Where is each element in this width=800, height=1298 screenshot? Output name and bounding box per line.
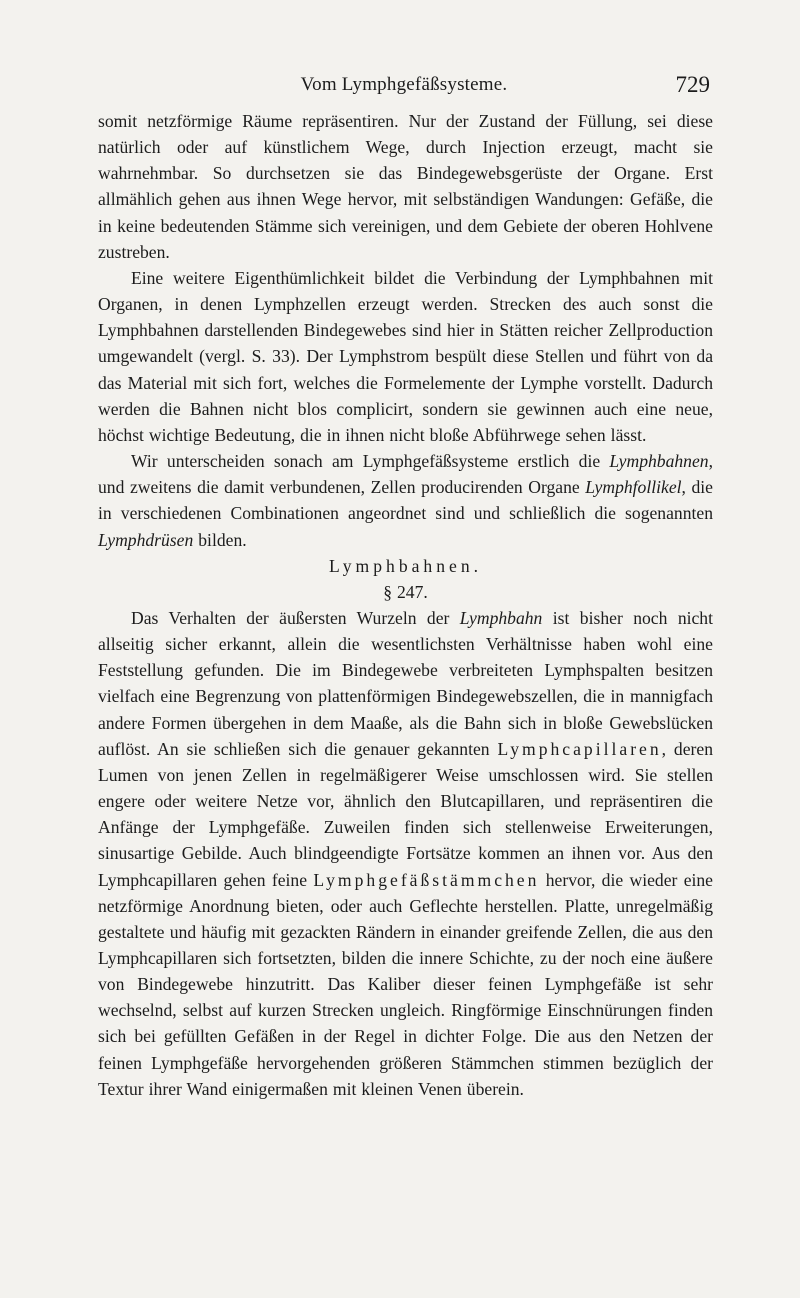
paragraph-3-text: bilden. bbox=[193, 529, 247, 550]
running-head bbox=[98, 70, 710, 100]
paragraph-4-text: Das Verhalten der äußersten Wurzeln der bbox=[131, 607, 460, 628]
paragraph-2: Eine weitere Eigenthümlichkeit bildet die Verbindung der Lymphbahnen mit Organen, in denen Lymphzellen erzeugt werden. Strecken des auch sonst die Lymphbahnen darstellenden Bindegewebes sind hier in Stätten reicher Zellproduction umgewandelt (vergl. S. 33). Der Lymphstrom bespült diese Stellen und führt von da das Material mit sich fort, welches die Formelemente der Lymphe vorstellt. Dadurch werden die Bahnen nicht blos complicirt, sondern sie gewinnen auch eine neue, höchst wichtige Bedeutung, die in ihnen nicht bloße Abführwege sehen lässt. bbox=[98, 267, 713, 445]
term-lymphbahnen: Lymphbahnen bbox=[609, 451, 709, 472]
section-heading: Lymphbahnen. bbox=[328, 555, 483, 576]
paragraph-4-text: , deren Lumen von jenen Zellen in regelmäßigerer Weise umschlossen wird. Sie stellen engere oder weitere Netze vor, ähnlich den Blutcapillaren, und repräsentiren die Anfänge der Lymphgefäße. Zuweilen finden sich stellenweise Erweiterungen, sinusartige Gebilde. Auch blindgeendigte Fortsätze kommen an ihnen vor. Aus den Lymphcapillaren gehen feine bbox=[98, 738, 713, 890]
paragraph-3 bbox=[98, 448, 713, 553]
paragraph-3-text: Wir unterscheiden sonach am Lymphgefäßsysteme erstlich die bbox=[131, 451, 610, 472]
term-lymphgefaessstaemmchen: Lymphgefäßstämmchen bbox=[313, 869, 540, 890]
paragraph-4-text: ist bisher noch nicht allseitig sicher erkannt, allein die wesentlichsten Verhältnisse haben wohl eine Feststellung gefunden. Die im Bindegewebe verbreiteten Lymphspalten besitzen vielfach eine Begrenzung von plattenförmigen Bindegewebszellen, die in mannigfach andere Formen übergehen in dem Maaße, als die Bahn sich in bloße Gewebslücken auflöst. An sie schließen sich die genauer gekannten bbox=[98, 607, 713, 759]
paragraph-3-text: , die in verschiedenen Combinationen angeordnet sind und schließlich die sogenannten bbox=[98, 477, 713, 524]
section-number: § 247. bbox=[383, 581, 428, 602]
term-lymphfollikel: Lymphfollikel bbox=[585, 477, 682, 498]
running-title: Vom Lymphgefäßsysteme. bbox=[300, 74, 508, 95]
term-lymphbahn: Lymphbahn bbox=[459, 607, 543, 628]
paragraph-4-text: hervor, die wieder eine netzförmige Anordnung bieten, oder auch Geflechte herstellen. Platte, unregelmäßig gestaltete und häufig mit gezackten Rändern in einander greifende Zellen, die aus den Lymphcapillaren sich fortsetzten, bilden die innere Schichte, zu der noch eine äußere von Bindegewebe hinzutritt. Das Kaliber dieser feinen Lymphgefäße ist sehr wechselnd, selbst auf kurzen Strecken ungleich. Ringförmige Einschnürungen finden sich bei gefüllten Gefäßen in der Regel in dichter Folge. Die aus den Netzen der feinen Lymphgefäße hervorgehenden größeren Stämmchen stimmen bezüglich der Textur ihrer Wand einigermaßen mit kleinen Venen überein. bbox=[98, 869, 713, 1099]
page-number: 729 bbox=[675, 72, 710, 97]
term-lymphcapillaren: Lymphcapillaren bbox=[497, 738, 662, 759]
paragraph-4 bbox=[98, 605, 713, 1102]
term-lymphdruesen: Lymphdrüsen bbox=[98, 529, 194, 550]
paragraph-3-text: , und zweitens die damit verbundenen, Zellen producirenden Organe bbox=[98, 451, 713, 498]
body-text bbox=[98, 108, 713, 1102]
paragraph-1: somit netzförmige Räume repräsentiren. Nur der Zustand der Füllung, sei diese natürlich oder auf künstlichem Wege, durch Injection erzeugt, macht sie wahrnehmbar. So durchsetzen sie das Bindegewebsgerüste der Organe. Erst allmählich gehen aus ihnen Wege hervor, mit selbständigen Wandungen: Gefäße, die in keine bedeutenden Stämme sich vereinigen, und dem Gebiete der oberen Hohlvene zustreben. bbox=[98, 111, 713, 262]
